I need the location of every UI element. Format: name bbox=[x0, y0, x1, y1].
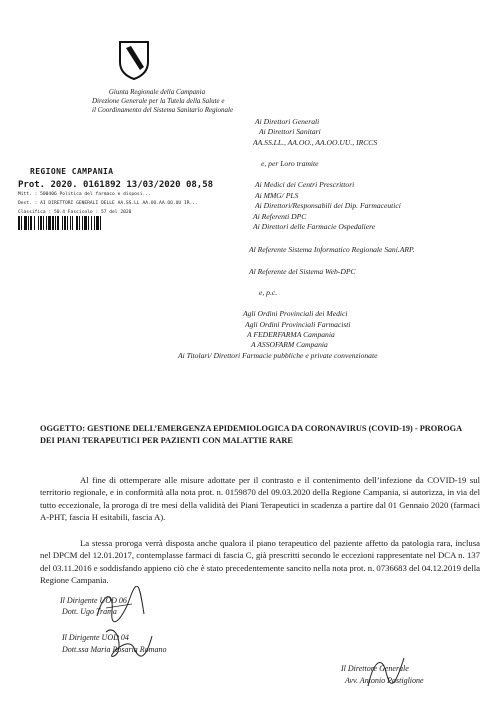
regione-campania-emblem-icon bbox=[118, 40, 150, 80]
recipient-line: Ai Direttori Generali bbox=[255, 117, 320, 126]
recipient-line: Ai Direttori/Responsabili dei Dip. Farmaceutici bbox=[255, 201, 401, 210]
signature-uod04-role: Il Dirigente UOD 04 bbox=[62, 633, 129, 642]
recipient-line: Al Referente del Sistema Web-DPC bbox=[249, 267, 356, 276]
barcode-icon bbox=[18, 216, 146, 230]
subject-line: OGGETTO: GESTIONE DELL’EMERGENZA EPIDEMIOLOGICA DA CORONAVIRUS (COVID-19) - PROROGA DEI PIANI TERAPEUTICI PER PAZIENTI CON MALATTIE RARE bbox=[40, 424, 462, 445]
stamp-classifica: Classifica : 50.4 Fascicolo : 57 del 2020 bbox=[18, 210, 132, 215]
handwritten-signature-uod04 bbox=[100, 622, 160, 662]
recipient-line: e, p.c. bbox=[259, 288, 278, 297]
signature-dg-name: Avv. Antonio Postiglione bbox=[345, 676, 424, 685]
recipient-line: Ai Referenti DPC bbox=[253, 212, 307, 221]
body-paragraph: La stessa proroga verrà disposta anche qualora il piano terapeutico del paziente affetto da patologia rara, inclusa nel DPCM del 12.01.2017, contemplasse farmaci di fascia C, già prescritti secondo le eccezioni rappresentate nel DCA n. 137 del 03.11.2016 e soddisfando appieno ciò che è stato precedentemente sancito nella nota prot. n. 0736683 del 04.12.2019 della Regione Campania. bbox=[40, 538, 480, 586]
letterhead-line-1: Giunta Regionale della Campania bbox=[108, 88, 206, 96]
letterhead-line-3: il Coordinamento del Sistema Sanitario Regionale bbox=[92, 106, 234, 114]
recipient-line: Ai Medici dei Centri Prescrittori bbox=[255, 180, 355, 189]
recipient-line: Agli Ordini Provinciali dei Medici bbox=[243, 309, 348, 318]
recipient-line: Ai Titolari/ Direttori Farmacie pubbliche e private convenzionate bbox=[178, 351, 378, 360]
protocol-number: Prot. 2020. 0161892 13/03/2020 08,58 bbox=[18, 180, 214, 190]
recipient-line: Agli Ordini Provinciali Farmacisti bbox=[245, 320, 351, 329]
signature-dg-role: Il Direttore Generale bbox=[341, 664, 409, 673]
recipient-line: A ASSOFARM Campania bbox=[251, 340, 328, 349]
recipient-line: Ai MMG/ PLS bbox=[255, 191, 299, 200]
body-paragraph: Al fine di ottemperare alle misure adottate per il contrasto e il contenimento dell’infezione da COVID-19 sul territorio regionale, e in conformità alla nota prot. n. 0159870 del 09.03.2020 della Regione Campania, si autorizza, in via del tutto eccezionale, la proroga di tre mesi della validità dei Piani Terapeutici in scadenza a partire dal 01 Gennaio 2020 (farmaci A-PHT, fascia H esitabili, fascia A). bbox=[40, 475, 480, 523]
handwritten-signature-dg bbox=[364, 652, 414, 694]
recipient-line: A FEDERFARMA Campania bbox=[247, 330, 335, 339]
stamp-dest: Dest. : AI DIRETTORI GENERALI DELLE AA.SS.LL AA.OO.AA.OO.UU IR... bbox=[18, 201, 198, 206]
recipient-line: Al Referente Sistema Informatico Regionale Sani.ARP. bbox=[249, 245, 415, 254]
recipient-line: AA.SS.LL., AA.OO., AA.OO.UU., IRCCS bbox=[253, 138, 378, 147]
signature-uod04-name: Dott.ssa Maria Rosaria Romano bbox=[62, 645, 167, 654]
recipient-line: Ai Direttori Sanitari bbox=[259, 127, 321, 136]
signature-uod06-name: Dott. Ugo Trama bbox=[62, 607, 117, 616]
letterhead bbox=[92, 88, 234, 115]
letterhead-line-2: Direzione Generale per la Tutela della Salute e bbox=[92, 97, 225, 105]
recipient-line: e, per Loro tramite bbox=[261, 159, 319, 168]
recipient-line: Ai Direttori delle Farmacie Ospedaliere bbox=[253, 222, 376, 231]
stamp-title: REGIONE CAMPANIA bbox=[30, 167, 114, 176]
stamp-mitt: Mitt. : 500406 Politica del farmaco e disposi... bbox=[18, 192, 151, 197]
signature-uod06-role: Il Dirigente UOD 06 bbox=[60, 596, 127, 605]
handwritten-signature-uod06 bbox=[92, 586, 152, 626]
